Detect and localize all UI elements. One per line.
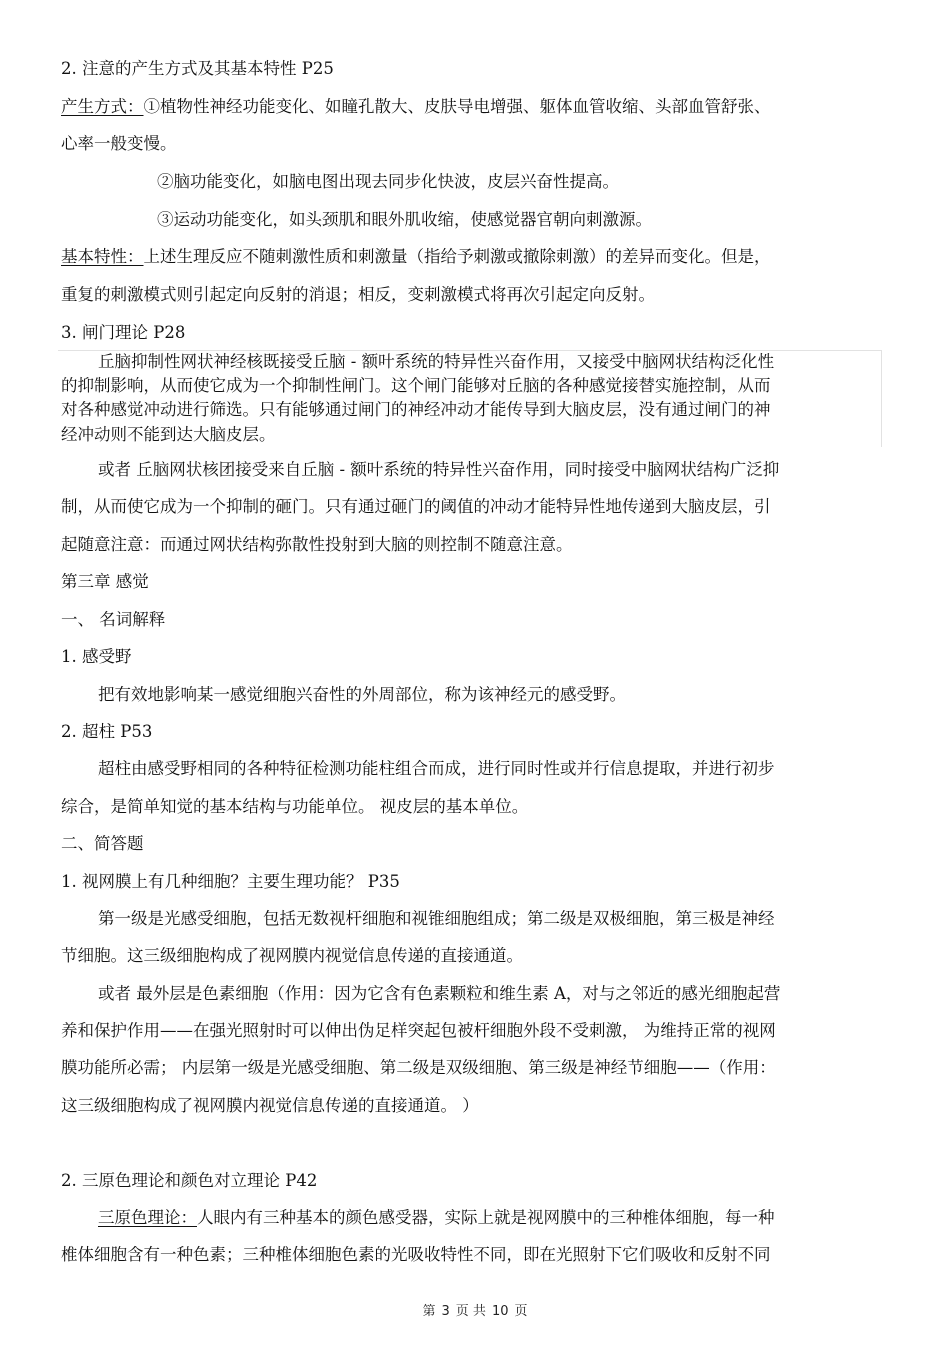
label-production: 产生方式： [61,97,144,116]
text-line: 第一级是光感受细胞，包括无数视杆细胞和视锥细胞组成；第二级是双极细胞，第三极是神经 [98,909,775,928]
text-line: 综合，是简单知觉的基本结构与功能单位。 视皮层的基本单位。 [61,797,529,816]
text-line: 这三级细胞构成了视网膜内视觉信息传递的直接通道。 ） [61,1096,479,1115]
page-number: 3 [441,1304,450,1319]
section-heading: 一、 名词解释 [61,610,166,629]
text-line: 心率一般变慢。 [61,134,177,153]
text-line: 重复的刺激模式则引起定向反射的消退；相反，变刺激模式将再次引起定向反射。 [61,285,655,304]
label-basic: 基本特性： [61,247,144,266]
text-line: 或者 最外层是色素细胞（作用：因为它含有色素颗粒和维生素 A，对与之邻近的感光细胞起营 [98,984,781,1003]
text-line: 丘脑抑制性网状神经核既接受丘脑 - 额叶系统的特异性兴奋作用，又接受中脑网状结构泛化性 [98,352,775,371]
text-line: 膜功能所必需； 内层第一级是光感受细胞、第二级是双级细胞、第三级是神经节细胞——（作用： [61,1058,776,1077]
item-heading: 2. 三原色理论和颜色对立理论 P42 [61,1171,318,1190]
chapter-heading: 第三章 感觉 [61,572,149,591]
page-footer: 第 3 页 共 10 页 [422,1304,528,1319]
label-trichromatic: 三原色理论： [98,1208,197,1227]
text-line: 或者 丘脑网状核团接受来自丘脑 - 额叶系统的特异性兴奋作用，同时接受中脑网状结构广泛抑 [98,460,780,479]
heading-attention: 2. 注意的产生方式及其基本特性 P25 [61,59,334,78]
item-heading: 2. 超柱 P53 [61,722,153,741]
text-line: ③运动功能变化，如头颈肌和眼外肌收缩，使感觉器官朝向刺激源。 [157,210,652,229]
paragraph-production: 产生方式：①植物性神经功能变化、如瞳孔散大、皮肤导电增强、躯体血管收缩、头部血管舒张、 [61,97,771,116]
item-heading: 1. 视网膜上有几种细胞？主要生理功能？ P35 [61,872,400,891]
text-line: 椎体细胞含有一种色素；三种椎体细胞色素的光吸收特性不同，即在光照射下它们吸收和反射不同 [61,1245,771,1264]
gate-theory-box [58,350,882,447]
text-line: 节细胞。这三级细胞构成了视网膜内视觉信息传递的直接通道。 [61,946,523,965]
page-total: 10 [491,1304,509,1319]
text-line: 把有效地影响某一感觉细胞兴奋性的外周部位，称为该神经元的感受野。 [98,685,626,704]
text-line: 起随意注意：而通过网状结构弥散性投射到大脑的则控制不随意注意。 [61,535,573,554]
text-line: 制，从而使它成为一个抑制的砸门。只有通过砸门的阈值的冲动才能特异性地传递到大脑皮层，引 [61,497,771,516]
text-line: 经冲动则不能到达大脑皮层。 [61,425,276,444]
paragraph-basic: 基本特性：上述生理反应不随刺激性质和刺激量（指给予刺激或撤除刺激）的差异而变化。但是， [61,247,771,266]
text-line: ②脑功能变化，如脑电图出现去同步化快波，皮层兴奋性提高。 [157,172,619,191]
section-heading: 二、简答题 [61,834,144,853]
text-line: 的抑制影响，从而使它成为一个抑制性闸门。这个闸门能够对丘脑的各种感觉接替实施控制，从而 [61,376,771,395]
heading-gate-theory: 3. 闸门理论 P28 [61,323,186,342]
text-line: 超柱由感受野相同的各种特征检测功能柱组合而成，进行同时性或并行信息提取，并进行初步 [98,759,775,778]
text-line: 养和保护作用——在强光照射时可以伸出伪足样突起包被杆细胞外段不受刺激， 为维持正常的视网 [61,1021,776,1040]
paragraph-trichromatic: 三原色理论：人眼内有三种基本的颜色感受器，实际上就是视网膜中的三种椎体细胞，每一种 [98,1208,775,1227]
text-line: 对各种感觉冲动进行筛选。只有能够通过闸门的神经冲动才能传导到大脑皮层，没有通过闸门的神 [61,400,771,419]
item-heading: 1. 感受野 [61,647,132,666]
